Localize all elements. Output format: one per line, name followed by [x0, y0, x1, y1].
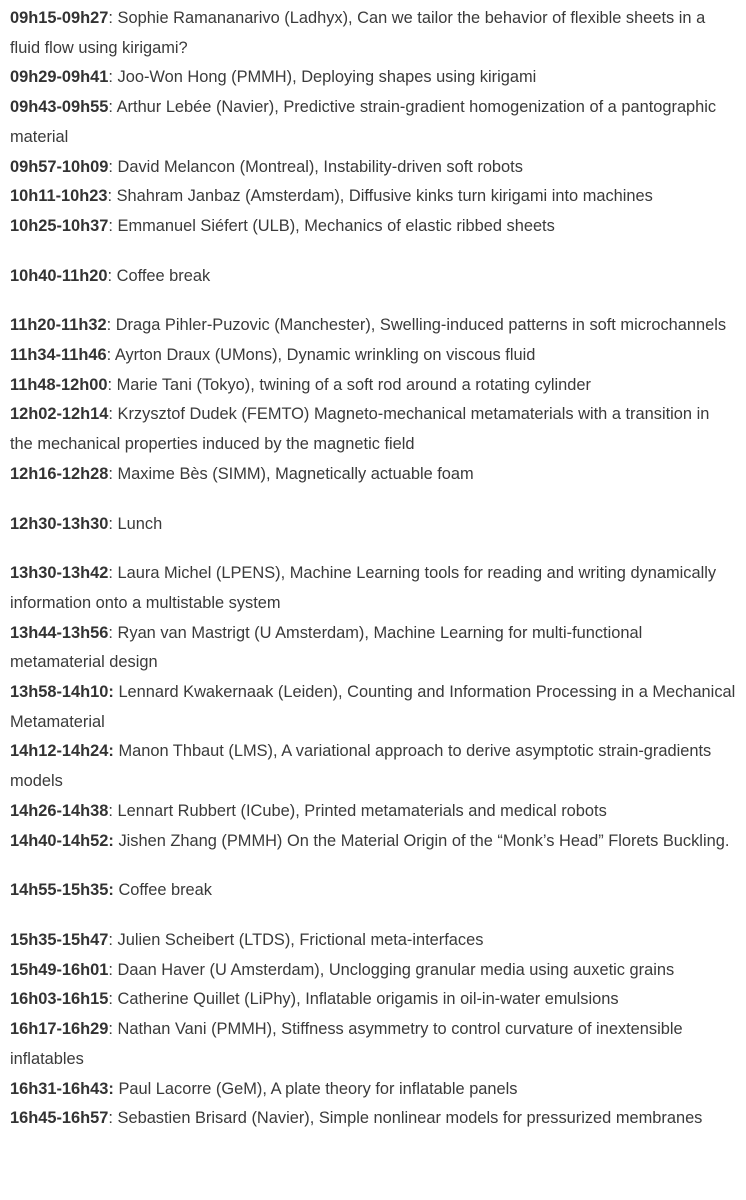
schedule-block — [10, 4, 736, 242]
schedule-block — [10, 876, 736, 906]
separator: : — [108, 216, 118, 235]
separator: : — [108, 68, 118, 87]
time-slot: 10h11-10h23 — [10, 187, 108, 206]
schedule-block — [10, 262, 736, 292]
schedule-block — [10, 311, 736, 489]
time-slot: 09h15-09h27 — [10, 9, 109, 27]
talk-description: Lennart Rubbert (ICube), Printed metamaterials and medical robots — [117, 801, 607, 820]
talk-description: Jishen Zhang (PMMH) On the Material Origin of the “Monk’s Head” Florets Buckling. — [118, 831, 730, 850]
separator: : — [108, 623, 118, 642]
separator: : — [108, 564, 118, 583]
schedule-entry — [10, 926, 736, 956]
time-slot: 14h40-14h52: — [10, 831, 114, 850]
talk-description: Julien Scheibert (LTDS), Frictional meta-interfaces — [117, 930, 484, 949]
talk-description: Paul Lacorre (GeM), A plate theory for inflatable panels — [118, 1079, 518, 1098]
separator: : — [106, 346, 115, 365]
separator: : — [107, 375, 117, 394]
time-slot: 13h44-13h56 — [10, 623, 109, 642]
time-slot: 14h55-15h35: — [10, 881, 114, 900]
time-slot: 12h02-12h14 — [10, 405, 109, 424]
separator: : — [108, 801, 118, 820]
schedule-entry — [10, 737, 736, 796]
schedule-entry — [10, 311, 736, 341]
talk-description: Sophie Ramananarivo (Ladhyx), Can we tailor the behavior of flexible sheets in a fluid flow using kirigami? — [10, 9, 706, 57]
time-slot: 15h49-16h01 — [10, 960, 109, 979]
separator: : — [108, 990, 118, 1009]
talk-description: Arthur Lebée (Navier), Predictive strain-gradient homogenization of a pantographic material — [10, 98, 717, 146]
talk-description: David Melancon (Montreal), Instability-driven soft robots — [117, 157, 523, 176]
time-slot: 10h25-10h37 — [10, 216, 109, 235]
time-slot: 09h29-09h41 — [10, 68, 109, 87]
schedule-entry — [10, 827, 736, 857]
time-slot: 14h26-14h38 — [10, 801, 109, 820]
talk-description: Shahram Janbaz (Amsterdam), Diffusive kinks turn kirigami into machines — [116, 187, 653, 206]
time-slot: 16h31-16h43: — [10, 1079, 114, 1098]
separator: : — [108, 464, 118, 483]
schedule-entry — [10, 1104, 736, 1134]
schedule-entry — [10, 510, 736, 540]
schedule-entry — [10, 1015, 736, 1074]
separator: : — [108, 1020, 118, 1039]
schedule-entry — [10, 182, 736, 212]
time-slot: 13h30-13h42 — [10, 564, 109, 583]
talk-description: Marie Tani (Tokyo), twining of a soft rod around a rotating cylinder — [116, 375, 591, 394]
time-slot: 12h16-12h28 — [10, 464, 109, 483]
schedule-entry — [10, 1075, 736, 1105]
schedule-block — [10, 510, 736, 540]
time-slot: 16h03-16h15 — [10, 990, 109, 1009]
schedule-entry — [10, 400, 736, 459]
schedule-entry — [10, 93, 736, 152]
separator: : — [108, 98, 117, 117]
separator: : — [107, 266, 117, 285]
separator: : — [108, 9, 118, 27]
talk-description: Lennard Kwakernaak (Leiden), Counting and Information Processing in a Mechanical Metamaterial — [10, 683, 736, 731]
schedule-entry — [10, 559, 736, 618]
talk-description: Daan Haver (U Amsterdam), Unclogging granular media using auxetic grains — [117, 960, 675, 979]
schedule-entry — [10, 371, 736, 401]
schedule-entry — [10, 460, 736, 490]
schedule-entry — [10, 341, 736, 371]
schedule-entry — [10, 4, 736, 63]
schedule-entry — [10, 619, 736, 678]
schedule-block — [10, 559, 736, 856]
talk-description: Nathan Vani (PMMH), Stiffness asymmetry to control curvature of inextensible inflatables — [10, 1020, 683, 1068]
time-slot: 16h45-16h57 — [10, 1109, 109, 1128]
separator: : — [108, 960, 118, 979]
time-slot: 12h30-13h30 — [10, 514, 109, 533]
talk-description: Laura Michel (LPENS), Machine Learning tools for reading and writing dynamically information onto a multistable system — [10, 564, 717, 612]
talk-description: Maxime Bès (SIMM), Magnetically actuable foam — [117, 464, 474, 483]
time-slot: 11h34-11h46 — [10, 346, 107, 365]
time-slot: 13h58-14h10: — [10, 683, 114, 702]
talk-description: Lunch — [117, 514, 163, 533]
schedule-entry — [10, 876, 736, 906]
talk-description: Draga Pihler-Puzovic (Manchester), Swelling-induced patterns in soft microchannels — [115, 316, 727, 335]
separator: : — [108, 1109, 118, 1128]
separator: : — [108, 157, 118, 176]
time-slot: 11h20-11h32 — [10, 316, 107, 335]
separator: : — [108, 405, 118, 424]
talk-description: Manon Thbaut (LMS), A variational approach to derive asymptotic strain-gradients models — [10, 742, 712, 791]
talk-description: Sebastien Brisard (Navier), Simple nonlinear models for pressurized membranes — [117, 1109, 703, 1128]
schedule-entry — [10, 262, 736, 292]
time-slot: 14h12-14h24: — [10, 742, 114, 761]
schedule-entry — [10, 985, 736, 1015]
time-slot: 10h40-11h20 — [10, 266, 108, 285]
talk-description: Emmanuel Siéfert (ULB), Mechanics of elastic ribbed sheets — [117, 216, 555, 235]
talk-description: Joo-Won Hong (PMMH), Deploying shapes using kirigami — [117, 68, 537, 87]
talk-description: Coffee break — [118, 881, 212, 900]
separator: : — [108, 930, 118, 949]
schedule-entry — [10, 63, 736, 93]
time-slot: 16h17-16h29 — [10, 1020, 109, 1039]
time-slot: 09h57-10h09 — [10, 157, 109, 176]
separator: : — [106, 316, 116, 335]
talk-description: Catherine Quillet (LiPhy), Inflatable origamis in oil-in-water emulsions — [117, 990, 619, 1009]
schedule-entry — [10, 797, 736, 827]
talk-description: Krzysztof Dudek (FEMTO) Magneto-mechanical metamaterials with a transition in the mechanical properties induced by the magnetic field — [10, 405, 710, 454]
separator: : — [108, 514, 118, 533]
schedule-entry — [10, 212, 736, 242]
separator: : — [107, 187, 117, 206]
time-slot: 11h48-12h00 — [10, 375, 108, 394]
schedule-block — [10, 926, 736, 1134]
schedule-entry — [10, 153, 736, 183]
time-slot: 09h43-09h55 — [10, 98, 109, 117]
schedule-entry — [10, 678, 736, 737]
talk-description: Coffee break — [116, 266, 211, 285]
talk-description: Ayrton Draux (UMons), Dynamic wrinkling on viscous fluid — [114, 346, 536, 365]
schedule-entry — [10, 956, 736, 986]
time-slot: 15h35-15h47 — [10, 930, 109, 949]
talk-description: Ryan van Mastrigt (U Amsterdam), Machine Learning for multi-functional metamaterial design — [10, 623, 643, 672]
